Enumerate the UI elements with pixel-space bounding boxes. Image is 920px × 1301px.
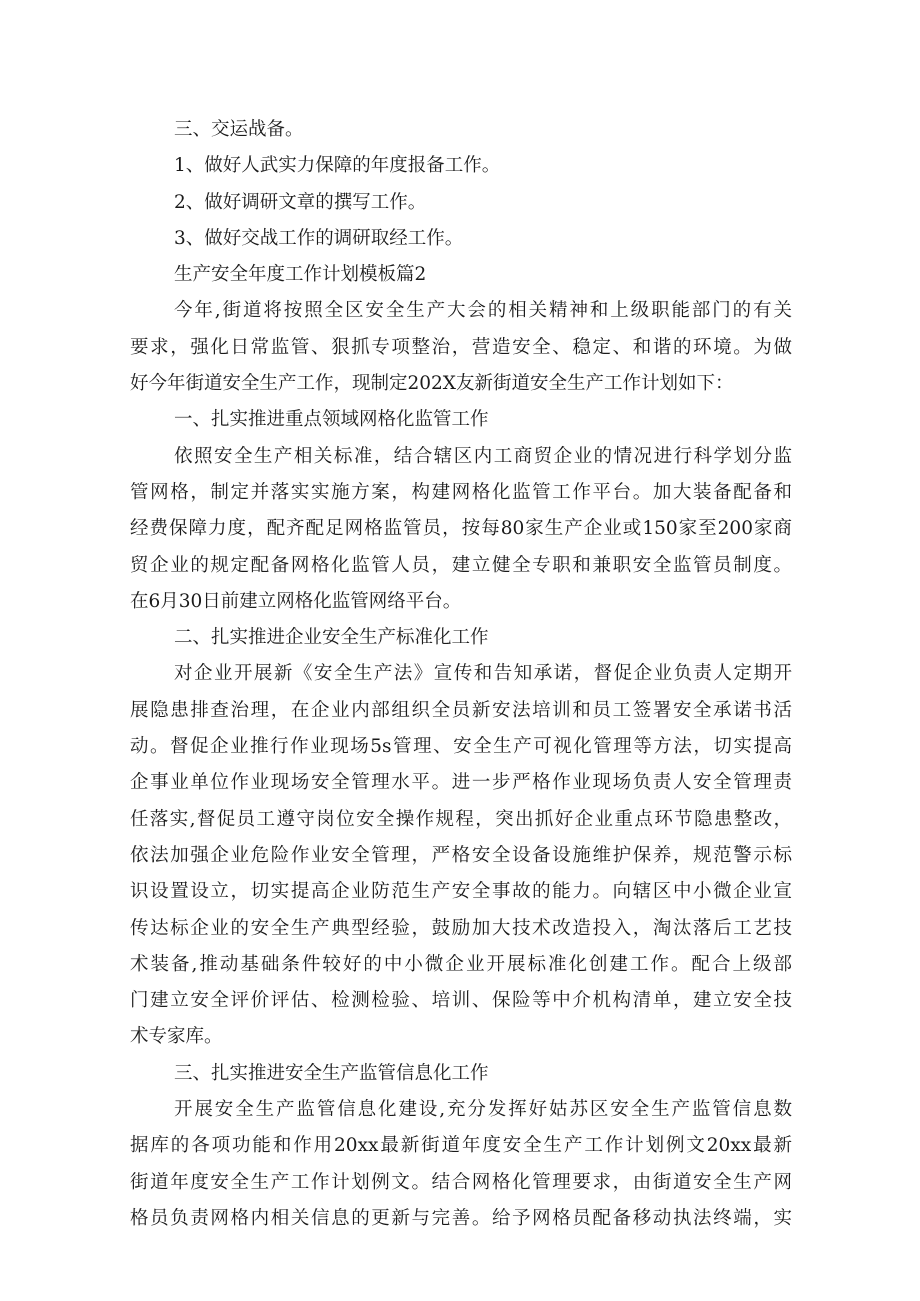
text-line: 经费保障力度，配齐配足网格监管员，按每80家生产企业或150家至200家商 (130, 518, 792, 540)
text-line: 生产安全年度工作计划模板篇2 (174, 264, 427, 286)
text-line: 对企业开展新《安全生产法》宣传和告知承诺，督促企业负责人定期开 (174, 663, 792, 685)
text-line: 管网格，制定并落实实施方案，构建网格化监管工作平台。加大装备配备和 (130, 481, 792, 503)
text-line: 依照安全生产相关标准，结合辖区内工商贸企业的情况进行科学划分监 (174, 445, 792, 467)
text-line: 任落实,督促员工遵守岗位安全操作规程，突出抓好企业重点环节隐患整改， (130, 808, 792, 830)
text-line: 1、做好人武实力保障的年度报备工作。 (174, 155, 501, 177)
text-line: 在6月30日前建立网格化监管网络平台。 (130, 590, 462, 612)
text-line: 企事业单位作业现场安全管理水平。进一步严格作业现场负责人安全管理责 (130, 772, 792, 794)
document-body (130, 112, 792, 1237)
text-line: 据库的各项功能和作用20xx最新街道年度安全生产工作计划例文20xx最新 (130, 1135, 792, 1157)
text-line: 一、扎实推进重点领域网格化监管工作 (174, 409, 489, 431)
text-line: 贸企业的规定配备网格化监管人员，建立健全专职和兼职安全监管员制度。 (130, 554, 792, 576)
text-line: 3、做好交战工作的调研取经工作。 (174, 227, 464, 249)
text-line: 门建立安全评价评估、检测检验、培训、保险等中介机构清单，建立安全技 (130, 990, 792, 1012)
text-line: 术专家库。 (130, 1026, 223, 1048)
text-line: 展隐患排查治理，在企业内部组织全员新安法培训和员工签署安全承诺书活 (130, 699, 792, 721)
text-line: 格员负责网格内相关信息的更新与完善。给予网格员配备移动执法终端，实 (130, 1207, 792, 1229)
text-line: 术装备,推动基础条件较好的中小微企业开展标准化创建工作。配合上级部 (130, 953, 792, 975)
text-line: 三、交运战备。 (174, 119, 304, 140)
text-line: 二、扎实推进企业安全生产标准化工作 (174, 627, 489, 649)
text-line: 动。督促企业推行作业现场5s管理、安全生产可视化管理等方法，切实提高 (130, 736, 792, 758)
text-line: 2、做好调研文章的撰写工作。 (174, 191, 427, 213)
text-line: 三、扎实推进安全生产监管信息化工作 (174, 1062, 489, 1084)
text-line: 传达标企业的安全生产典型经验，鼓励加大技术改造投入，淘汰落后工艺技 (130, 917, 792, 939)
text-line: 好今年街道安全生产工作，现制定202X友新街道安全生产工作计划如下： (130, 373, 734, 395)
text-line: 识设置设立，切实提高企业防范生产安全事故的能力。向辖区中小微企业宣 (130, 881, 792, 903)
text-line: 开展安全生产监管信息化建设,充分发挥好姑苏区安全生产监管信息数 (174, 1099, 792, 1121)
text-line: 要求，强化日常监管、狠抓专项整治，营造安全、稳定、和谐的环境。为做 (130, 336, 792, 358)
text-line: 依法加强企业危险作业安全管理，严格安全设备设施维护保养，规范警示标 (130, 844, 792, 866)
text-line: 街道年度安全生产工作计划例文。结合网格化管理要求，由街道安全生产网 (130, 1171, 792, 1193)
text-line: 今年,街道将按照全区安全生产大会的相关精神和上级职能部门的有关 (174, 300, 792, 322)
